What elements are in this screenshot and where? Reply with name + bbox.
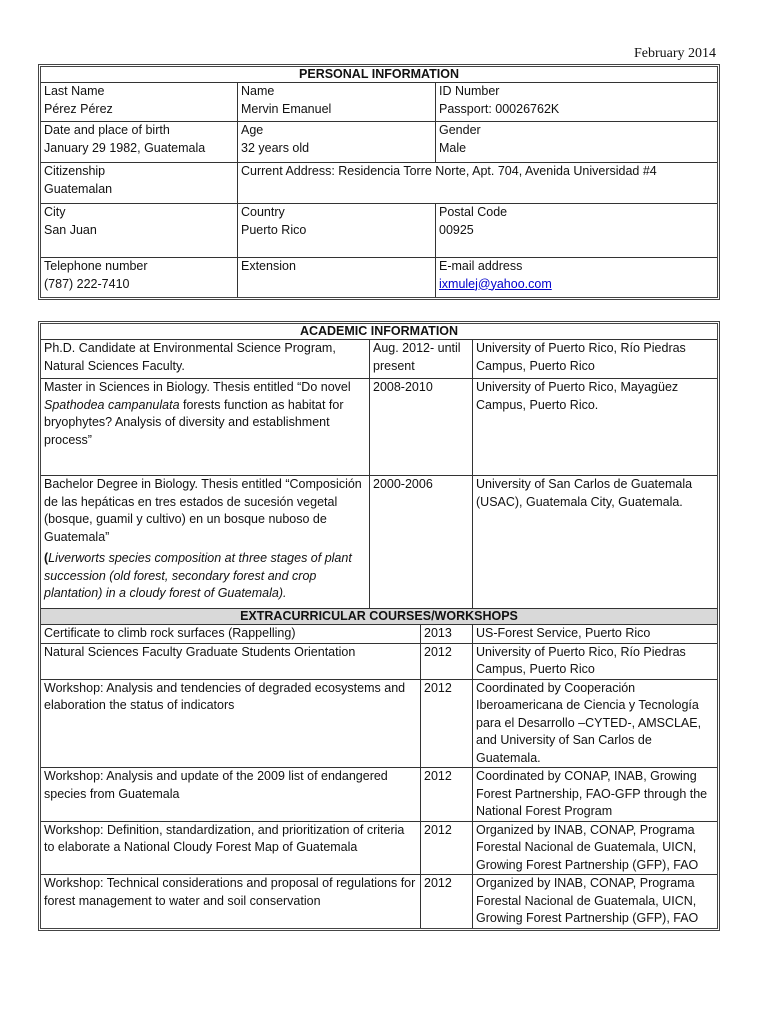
course-name: Workshop: Definition, standardization, and prioritization of criteria to elaborate a National Cloudy Forest Map of Guatemala [41, 821, 421, 875]
last-name-value: Pérez Pérez [44, 101, 113, 116]
city-value: San Juan [44, 222, 97, 237]
id-cell [436, 83, 718, 122]
course-name: Workshop: Analysis and update of the 2009 list of endangered species from Guatemala [41, 768, 421, 822]
field-label: Gender [439, 123, 481, 137]
country-cell [238, 204, 436, 258]
text-segment: ( [44, 551, 49, 565]
field-label: ID Number [439, 84, 500, 98]
personal-information-table [40, 66, 718, 298]
course-name: Workshop: Technical considerations and proposal of regulations for forest management to water and soil conservation [41, 875, 421, 929]
course-year: 2012 [421, 679, 473, 768]
table-row [41, 768, 718, 822]
degree-description [41, 476, 370, 609]
course-name: Certificate to climb rock surfaces (Rappelling) [41, 625, 421, 644]
table-row [41, 625, 718, 644]
thesis-title: Bachelor Degree in Biology. Thesis entitled “Composición de las hepáticas en tres estados de sucesión vegetal (bosque, guamil y cultivo) en un bosque nuboso de Guatemala” [44, 477, 362, 544]
citizenship-value: Guatemalan [44, 181, 113, 196]
name-cell [238, 83, 436, 122]
text-segment: Liverworts species composition at three stages of plant succession (old forest, secondary forest and crop plantation) in a cloudy forest of Guatemala). [44, 551, 352, 600]
course-organizer: Organized by INAB, CONAP, Programa Forestal Nacional de Guatemala, UICN, Growing Forest Partnership (GFP), FAO [473, 875, 718, 929]
field-label: Last Name [44, 84, 105, 98]
field-label: Telephone number [44, 259, 148, 273]
thesis-translation [44, 550, 366, 603]
degree-institution: University of San Carlos de Guatemala (USAC), Guatemala City, Guatemala. [473, 476, 718, 609]
course-year: 2012 [421, 768, 473, 822]
course-organizer: Coordinated by CONAP, INAB, Growing Forest Partnership, FAO-GFP through the National Forest Program [473, 768, 718, 822]
address-cell: Current Address: Residencia Torre Norte, Apt. 704, Avenida Universidad #4 [238, 163, 718, 204]
age-value: 32 years old [241, 140, 310, 155]
document-date: February 2014 [633, 46, 716, 61]
dob-value: January 29 1982, Guatemala [44, 140, 206, 155]
species-name: Spathodea campanulata [44, 397, 180, 412]
course-year: 2012 [421, 821, 473, 875]
course-year: 2013 [421, 625, 473, 644]
postal-value: 00925 [439, 222, 474, 237]
email-cell [436, 258, 718, 298]
field-label: City [44, 205, 66, 219]
degree-institution: University of Puerto Rico, Mayagüez Campus, Puerto Rico. [473, 379, 718, 476]
field-label: Postal Code [439, 205, 508, 219]
gender-cell [436, 122, 718, 163]
table-row [41, 875, 718, 929]
section-title-personal: PERSONAL INFORMATION [41, 67, 718, 83]
text-segment: Master in Sciences in Biology. Thesis entitled “Do novel [44, 380, 351, 394]
field-label: Age [241, 123, 264, 137]
dob-cell [41, 122, 238, 163]
academic-information-table [40, 323, 718, 929]
phone-cell [41, 258, 238, 298]
text-segment: forests function as habitat for bryophytes? Analysis of diversity and establishment process” [44, 397, 344, 447]
id-value: Passport: 00026762K [439, 101, 560, 116]
last-name-cell [41, 83, 238, 122]
field-label: Extension [241, 259, 296, 273]
field-label: Name [241, 84, 275, 98]
degree-institution: University of Puerto Rico, Río Piedras Campus, Puerto Rico [473, 340, 718, 379]
name-value: Mervin Emanuel [241, 101, 332, 116]
citizenship-cell [41, 163, 238, 204]
section-title-extracurricular: EXTRACURRICULAR COURSES/WORKSHOPS [41, 609, 718, 625]
course-name: Workshop: Analysis and tendencies of degraded ecosystems and elaboration the status of indicators [41, 679, 421, 768]
degree-period: 2008-2010 [370, 379, 473, 476]
course-organizer: University of Puerto Rico, Río Piedras Campus, Puerto Rico [473, 643, 718, 679]
country-value: Puerto Rico [241, 222, 307, 237]
degree-period: Aug. 2012- until present [370, 340, 473, 379]
degree-period: 2000-2006 [370, 476, 473, 609]
course-year: 2012 [421, 875, 473, 929]
email-link[interactable]: ixmulej@yahoo.com [439, 276, 552, 291]
table-row [41, 679, 718, 768]
section-title-academic: ACADEMIC INFORMATION [41, 324, 718, 340]
degree-description: Ph.D. Candidate at Environmental Science Program, Natural Sciences Faculty. [41, 340, 370, 379]
city-cell [41, 204, 238, 258]
postal-cell [436, 204, 718, 258]
table-row [41, 643, 718, 679]
course-name: Natural Sciences Faculty Graduate Students Orientation [41, 643, 421, 679]
table-row [41, 379, 718, 476]
age-cell [238, 122, 436, 163]
field-label: Date and place of birth [44, 123, 170, 137]
course-organizer: Organized by INAB, CONAP, Programa Forestal Nacional de Guatemala, UICN, Growing Forest Partnership (GFP), FAO [473, 821, 718, 875]
table-row [41, 476, 718, 609]
course-year: 2012 [421, 643, 473, 679]
gender-value: Male [439, 140, 467, 155]
course-organizer: US-Forest Service, Puerto Rico [473, 625, 718, 644]
degree-description [41, 379, 370, 476]
course-organizer: Coordinated by Cooperación Iberoamericana de Ciencia y Tecnología para el Desarrollo –CYTED-, AMSCLAE, and University of San Carlos de Guatemala. [473, 679, 718, 768]
field-label: Citizenship [44, 164, 106, 178]
table-row [41, 821, 718, 875]
phone-value: (787) 222-7410 [44, 276, 130, 291]
field-label: Country [241, 205, 285, 219]
extension-cell [238, 258, 436, 298]
field-label: E-mail address [439, 259, 523, 273]
table-row [41, 340, 718, 379]
